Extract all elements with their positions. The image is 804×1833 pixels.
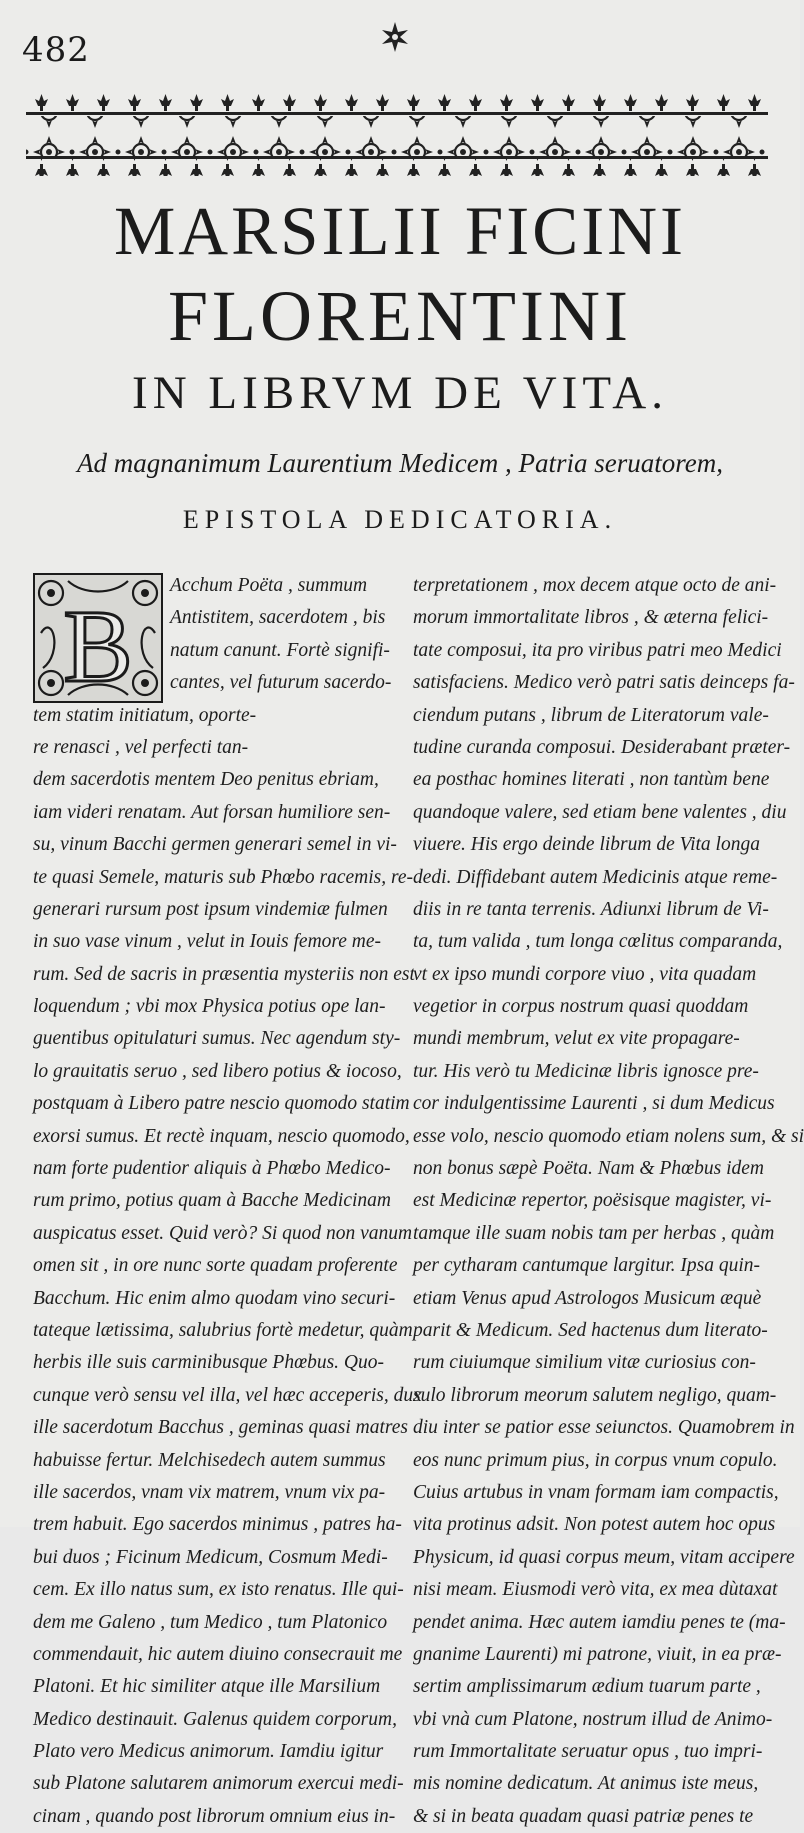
text-line: sertim amplissimarum ædium tuarum parte , xyxy=(413,1676,761,1698)
left-column xyxy=(33,570,422,1833)
page-number: 482 xyxy=(22,30,90,70)
text-line: commendauit, hic autem diuino consecrauit me xyxy=(33,1643,403,1665)
text-line: Antistitem, sacerdotem , bis xyxy=(170,607,386,629)
text-line: Cuius artubus in vnam formam iam compactis, xyxy=(413,1481,779,1503)
text-line: ta, tum valida , tum longa cœlitus comparanda, xyxy=(413,931,783,953)
text-line: tur. His verò tu Medicinæ libris ignosce pre- xyxy=(413,1060,759,1082)
text-line: rum Immortalitate seruatur opus , tuo impri- xyxy=(413,1741,763,1763)
text-line: in suo vase vinum , velut in Iouis femore me- xyxy=(33,931,382,953)
text-line: & si in beata quadam quasi patriæ penes te xyxy=(413,1805,754,1827)
text-line: Bacchum. Hic enim almo quodam vino securi- xyxy=(33,1287,396,1309)
text-line: morum immortalitate libros , & æterna felici- xyxy=(413,607,769,629)
text-line: vbi vnà cum Platone, nostrum illud de Animo- xyxy=(413,1708,773,1730)
text-line: quandoque valere, sed etiam bene valentes , diu xyxy=(413,801,787,823)
text-line: Platoni. Et hic similiter atque ille Marsilium xyxy=(33,1676,381,1698)
text-line: ille sacerdos, vnam vix matrem, vnum vix pa- xyxy=(33,1481,386,1503)
text-line: sub Platone salutarem animorum exercui medi- xyxy=(33,1773,404,1795)
text-line: nam forte pudentior aliquis à Phœbo Medico- xyxy=(33,1158,391,1180)
text-line: nisi meam. Eiusmodi verò vita, ex mea dùtaxat xyxy=(413,1579,778,1601)
text-line: cor indulgentissime Laurenti , si dum Medicus xyxy=(413,1093,775,1115)
section-heading: EPISTOLA DEDICATORIA. xyxy=(182,505,618,534)
text-line: natum canunt. Fortè signifi- xyxy=(170,639,390,661)
text-line: ea posthac homines literati , non tantùm bene xyxy=(413,769,770,791)
text-line: parit & Medicum. Sed hactenus dum literato- xyxy=(413,1319,768,1341)
text-line: cem. Ex illo natus sum, ex isto renatus. Ille qui- xyxy=(33,1579,404,1601)
text-line: ille sacerdotum Bacchus , geminas quasi matres xyxy=(33,1417,408,1439)
text-line: eos nunc primum pius, in corpus vnum copulo. xyxy=(413,1449,778,1471)
text-line: diu inter se patior esse seiunctos. Quamobrem in xyxy=(413,1417,795,1439)
text-line: vt ex ipso mundi corpore viuo , vita quadam xyxy=(413,963,757,985)
text-line: loquendum ; vbi mox Physica potius ope lan- xyxy=(33,996,386,1018)
text-line: cantes, vel futurum sacerdo- xyxy=(170,672,392,694)
text-line: tem statim initiatum, oporte- xyxy=(33,704,257,726)
text-line: tamque ille suam nobis tam per herbas , quàm xyxy=(413,1222,775,1244)
text-line: etiam Venus apud Astrologos Musicum æquè xyxy=(413,1287,762,1309)
text-line: tudine curanda composui. Desiderabant præter- xyxy=(413,736,791,758)
text-line: per cytharam cantumque largitur. Ipsa quin- xyxy=(413,1255,760,1277)
text-line: herbis ille suis carminibusque Phœbus. Quo- xyxy=(33,1352,384,1374)
text-line: esse volo, nescio quomodo etiam nolens sum, & si xyxy=(413,1125,804,1147)
text-line: guentibus opitulaturi sumus. Nec agendum sty- xyxy=(33,1028,401,1050)
text-line: postquam à Libero patre nescio quomodo statim xyxy=(33,1093,410,1115)
text-line: tate composui, ita pro viribus patri meo Medici xyxy=(413,639,782,661)
dedication-subtitle: Ad magnanimum Laurentium Medicem , Patria seruatorem, xyxy=(77,448,723,478)
title-line-3: IN LIBRVM DE VITA. xyxy=(132,367,668,419)
text-line: omen sit , in ore nunc sorte quadam proferente xyxy=(33,1255,398,1277)
text-line: rum. Sed de sacris in præsentia mysteriis non est xyxy=(33,963,415,985)
text-line: exorsi sumus. Et rectè inquam, nescio quomodo, xyxy=(33,1125,410,1147)
text-line: su, vinum Bacchi germen generari semel in vi- xyxy=(33,834,397,856)
text-line: cunque verò sensu vel illa, vel hæc acceperis, dux xyxy=(33,1384,422,1406)
text-line: ciendum putans , librum de Literatorum vale- xyxy=(413,704,769,726)
text-line: viuere. His ergo deinde librum de Vita longa xyxy=(413,834,760,856)
text-line: terpretationem , mox decem atque octo de ani- xyxy=(413,575,777,596)
text-line: Medico destinauit. Galenus quidem corporum, xyxy=(33,1708,397,1730)
text-line: gnanime Laurenti) mi patrone, viuit, in ea præ- xyxy=(413,1643,782,1665)
text-line: dedi. Diffidebant autem Medicinis atque reme- xyxy=(413,866,778,888)
text-line: cinam , quando post librorum omnium eius in- xyxy=(33,1805,396,1827)
title-line-2: FLORENTINI xyxy=(168,276,632,356)
text-line: habuisse fertur. Melchisedech autem summus xyxy=(33,1449,386,1471)
text-line: est Medicinæ repertor, poësisque magister, vi- xyxy=(413,1190,772,1212)
text-line: dem me Galeno , tum Medico , tum Platonico xyxy=(33,1611,388,1633)
text-line: auspicatus esset. Quid verò? Si quod non vanum xyxy=(33,1222,413,1244)
text-line: rum primo, potius quam à Bacche Medicinam xyxy=(33,1190,391,1212)
text-line: trem habuit. Ego sacerdos minimus , patres ha- xyxy=(33,1514,402,1536)
text-line: Acchum Poëta , summum xyxy=(170,575,368,596)
text-line: non bonus sæpè Poëta. Nam & Phœbus idem xyxy=(413,1158,764,1180)
text-line: re renasci , vel perfecti tan- xyxy=(33,736,249,758)
cross-ornament xyxy=(378,20,412,62)
text-line: iam videri renatam. Aut forsan humiliore sen- xyxy=(33,801,391,823)
text-line: diis in re tanta terrenis. Adiunxi librum de Vi- xyxy=(413,898,769,920)
text-line: sulo librorum meorum salutem negligo, quam- xyxy=(413,1384,777,1406)
text-line: Plato vero Medicus animorum. Iamdiu igitur xyxy=(33,1741,384,1763)
text-line: satisfaciens. Medico verò patri satis deinceps fa- xyxy=(413,672,795,694)
text-line: mis nomine dedicatum. At animus iste meus, xyxy=(413,1773,759,1795)
text-line: dem sacerdotis mentem Deo penitus ebriam, xyxy=(33,769,379,791)
drop-cap-letter: B xyxy=(63,589,133,704)
text-line: Physicum, id quasi corpus meum, vitam accipere xyxy=(413,1546,795,1568)
text-line: mundi membrum, velut ex vite propagare- xyxy=(413,1028,740,1050)
text-line: pendet anima. Hæc autem iamdiu penes te (ma- xyxy=(413,1611,786,1633)
text-line: lo grauitatis seruo , sed libero potius & iocoso, xyxy=(33,1060,402,1082)
text-line: vegetior in corpus nostrum quasi quoddam xyxy=(413,996,749,1018)
text-line: vita protinus adsit. Non potest autem hoc opus xyxy=(413,1514,776,1536)
text-line: rum ciuiumque similium vitæ curiosius con- xyxy=(413,1352,756,1374)
ornamental-headband xyxy=(26,92,768,176)
text-line: bui duos ; Ficinum Medicum, Cosmum Medi- xyxy=(33,1546,388,1568)
right-column xyxy=(413,570,804,1833)
text-line: generari rursum post ipsum vindemiæ fulmen xyxy=(33,898,388,920)
text-line: tateque lætissima, salubrius fortè medetur, quàm xyxy=(33,1319,413,1341)
title-line-1: MARSILII FICINI xyxy=(113,193,687,269)
text-line: te quasi Semele, maturis sub Phœbo racemis, re- xyxy=(33,866,414,888)
